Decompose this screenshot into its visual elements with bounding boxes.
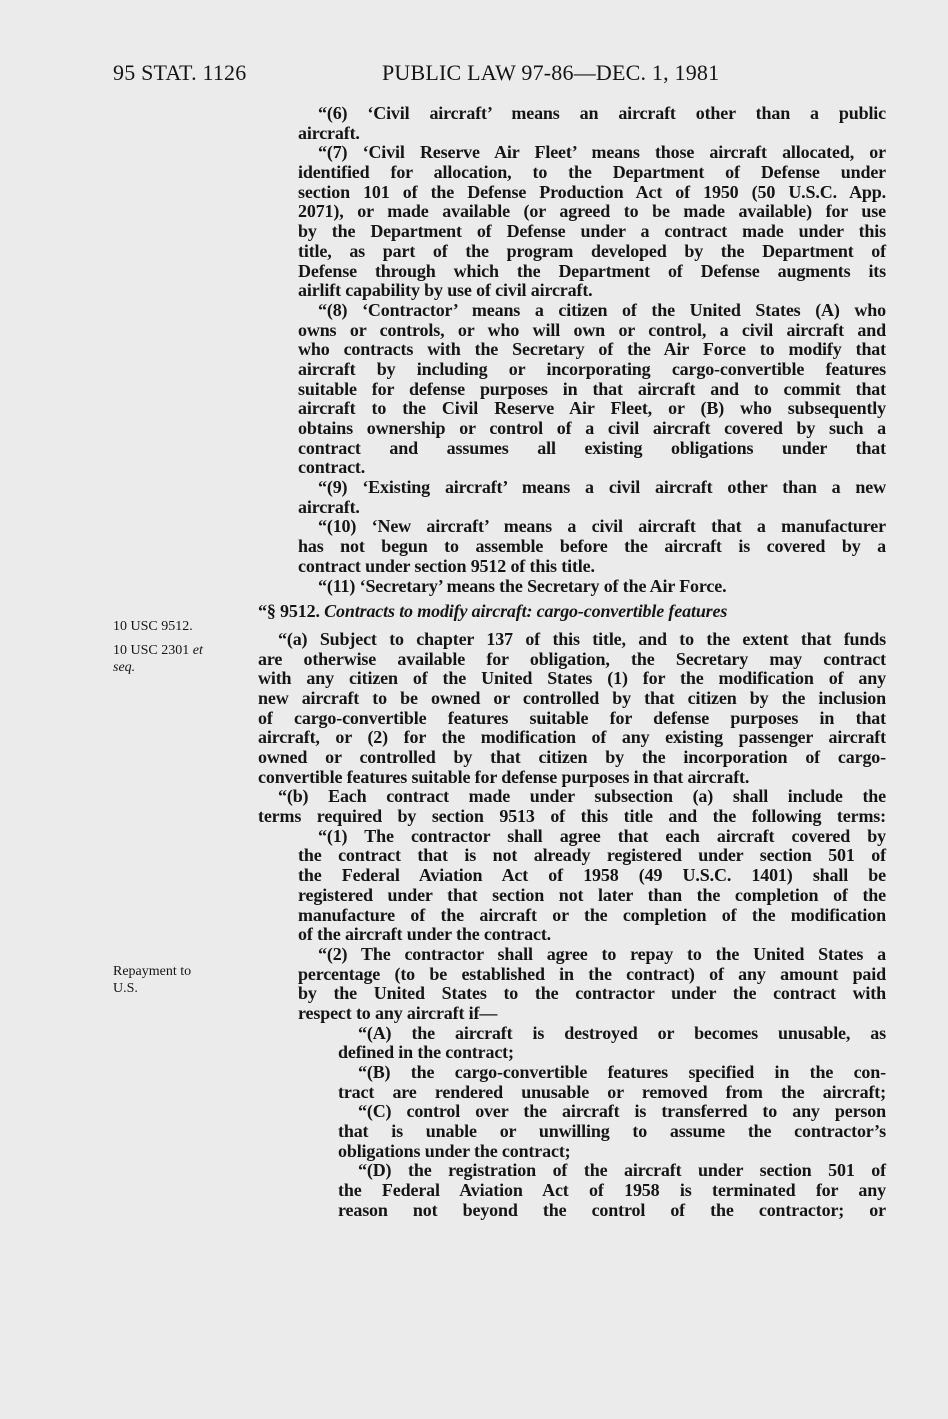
text-line: the Federal Aviation Act of 1958 (49 U.S.C. 1401) shall be: [298, 865, 886, 886]
text-line: contract.: [298, 457, 366, 478]
text-line: identified for allocation, to the Department of Defense under: [298, 162, 886, 183]
text-line: “(a) Subject to chapter 137 of this title, and to the extent that funds: [278, 628, 886, 649]
text-line: new aircraft to be owned or controlled by that citizen by the inclusion: [258, 687, 886, 708]
margin-note-usc-2301: [113, 642, 203, 676]
section-heading-9512: [258, 602, 886, 622]
text-line: terms required by section 9513 of this title and the following terms:: [258, 806, 886, 827]
text-line: “(9) ‘Existing aircraft’ means a civil aircraft other than a new: [318, 477, 886, 498]
text-line: Defense through which the Department of Defense augments its: [298, 260, 886, 281]
text-line: manufacture of the aircraft or the completion of the modification: [298, 904, 886, 925]
text-line: convertible features suitable for defense purposes in that aircraft.: [258, 766, 750, 787]
text-line: aircraft.: [298, 496, 360, 517]
text-line: owned or controlled by that citizen by the incorporation of cargo-: [258, 747, 886, 767]
text-line: by the United States to the contractor under the contract with: [298, 983, 886, 1004]
statute-body: [258, 103, 886, 1221]
section-number: “§ 9512.: [258, 601, 320, 622]
text-line: contract and assumes all existing obligations under that: [298, 437, 886, 458]
margin-note-repayment: [113, 963, 191, 997]
text-line: suitable for defense purposes in that aircraft and to commit that: [298, 378, 886, 399]
text-line: obtains ownership or control of a civil aircraft covered by such a: [298, 418, 886, 438]
text-line: respect to any aircraft if—: [298, 1002, 498, 1023]
margin-note-usc-9512: 10 USC 9512.: [113, 619, 193, 634]
margin-note-seq: seq.: [113, 660, 136, 675]
text-line: the Federal Aviation Act of 1958 is terminated for any: [338, 1180, 886, 1201]
margin-note-et: et: [192, 643, 203, 658]
text-line: section 101 of the Defense Production Act of 1950 (50 U.S.C. App.: [298, 181, 886, 202]
text-line: 2071), or made available (or agreed to be made available) for use: [298, 201, 886, 222]
running-header: PUBLIC LAW 97-86—DEC. 1, 1981: [382, 60, 720, 85]
text-line: aircraft by including or incorporating cargo-convertible features: [298, 358, 886, 379]
text-line: has not begun to assemble before the aircraft is covered by a: [298, 536, 886, 557]
text-line: “(A) the aircraft is destroyed or becomes unusable, as: [358, 1022, 886, 1043]
text-line: “(7) ‘Civil Reserve Air Fleet’ means those aircraft allocated, or: [318, 142, 886, 163]
text-line: aircraft to the Civil Reserve Air Fleet, or (B) who subsequently: [298, 398, 886, 419]
text-line: reason not beyond the control of the contractor; or: [338, 1199, 886, 1220]
text-line: “(11) ‘Secretary’ means the Secretary of the Air Force.: [318, 575, 727, 596]
text-line: “(8) ‘Contractor’ means a citizen of the United States (A) who: [318, 299, 886, 320]
text-line: who contracts with the Secretary of the Air Force to modify that: [298, 339, 886, 360]
text-line: aircraft, or (2) for the modification of any existing passenger aircraft: [258, 727, 886, 748]
text-line: “(6) ‘Civil aircraft’ means an aircraft other than a public: [318, 103, 886, 123]
text-line: “(1) The contractor shall agree that each aircraft covered by: [318, 825, 886, 846]
margin-note-usc-2301-text: 10 USC 2301: [113, 643, 190, 658]
text-line: percentage (to be established in the contract) of any amount paid: [298, 963, 886, 984]
text-line: of the aircraft under the contract.: [298, 924, 552, 945]
text-line: that is unable or unwilling to assume the contractor’s: [338, 1121, 886, 1142]
text-line: “(b) Each contract made under subsection (a) shall include the: [278, 786, 886, 807]
text-line: obligations under the contract;: [338, 1140, 571, 1161]
text-line: tract are rendered unusable or removed from the aircraft;: [338, 1081, 886, 1102]
margin-note-repayment-line2: U.S.: [113, 981, 138, 996]
text-line: the contract that is not already registered under section 501 of: [298, 845, 886, 866]
stat-page-number: 95 STAT. 1126: [113, 60, 247, 85]
text-line: “(2) The contractor shall agree to repay to the United States a: [318, 943, 886, 964]
text-line: registered under that section not later than the completion of the: [298, 884, 886, 905]
text-line: defined in the contract;: [338, 1042, 514, 1063]
text-line: owns or controls, or who will own or control, a civil aircraft and: [298, 319, 886, 340]
margin-note-repayment-line1: Repayment to: [113, 964, 192, 979]
text-line: “(10) ‘New aircraft’ means a civil aircraft that a manufacturer: [318, 516, 886, 537]
text-line: contract under section 9512 of this title.: [298, 555, 595, 576]
text-line: aircraft.: [298, 122, 360, 143]
text-line: “(B) the cargo-convertible features specified in the con-: [358, 1062, 886, 1082]
section-title: Contracts to modify aircraft: cargo-convertible features: [324, 601, 728, 622]
text-line: airlift capability by use of civil aircraft.: [298, 280, 593, 301]
text-line: of cargo-convertible features suitable for defense purposes in that: [258, 707, 886, 728]
text-line: with any citizen of the United States (1) for the modification of any: [258, 668, 886, 689]
text-line: title, as part of the program developed by the Department of: [298, 240, 886, 261]
text-line: “(C) control over the aircraft is transferred to any person: [358, 1101, 886, 1122]
text-line: are otherwise available for obligation, the Secretary may contract: [258, 648, 886, 669]
text-line: by the Department of Defense under a contract made under this: [298, 221, 886, 242]
text-line: “(D) the registration of the aircraft under section 501 of: [358, 1160, 886, 1181]
